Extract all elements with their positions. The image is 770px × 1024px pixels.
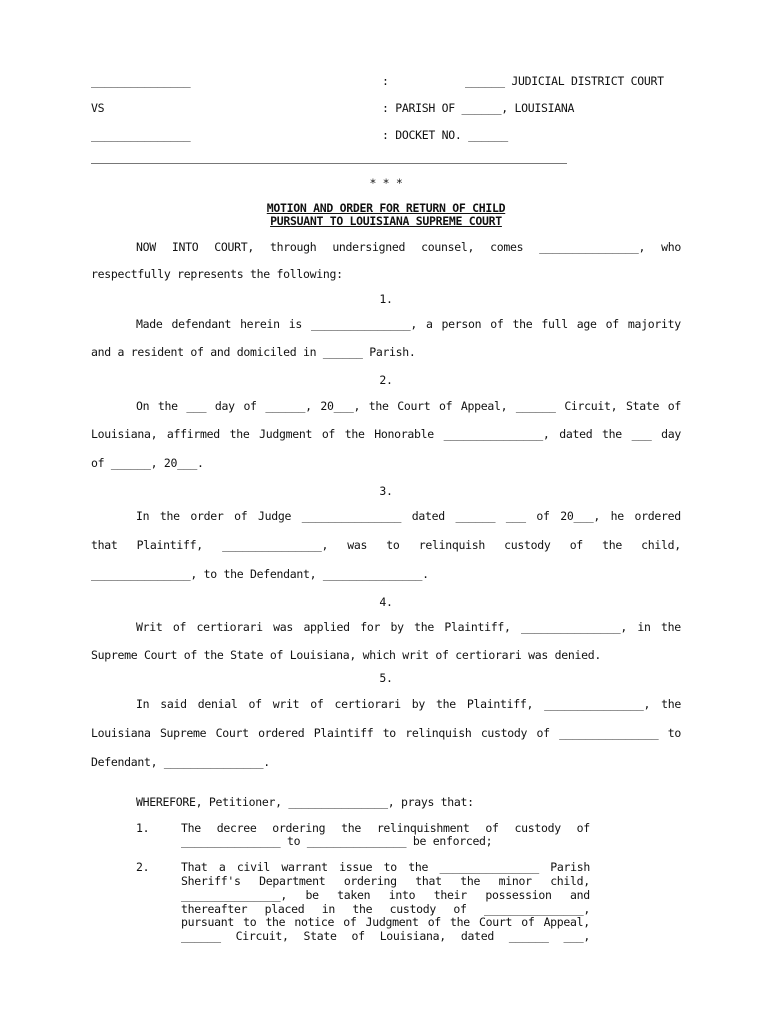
word: Court — [397, 399, 431, 413]
word: Department — [259, 874, 326, 888]
word: the — [341, 821, 361, 835]
word: age — [576, 317, 597, 331]
paragraph-3-line-2 — [91, 538, 681, 552]
word: Court — [215, 726, 249, 740]
paragraph-4-line-2: Supreme Court of the State of Louisiana, which writ of certiorari was denied. — [91, 648, 602, 662]
paragraph-5-line-1 — [136, 697, 681, 711]
caption-stars: * * * — [369, 176, 403, 190]
word: defendant — [171, 317, 232, 331]
word: The — [181, 821, 201, 835]
paragraph-5-line-2 — [91, 726, 681, 740]
paragraph-number-5: 5. — [379, 671, 393, 685]
prayer-2-line-2 — [181, 874, 590, 888]
word: _______________, — [544, 697, 651, 711]
word: Louisiana — [91, 726, 151, 740]
word: order — [190, 509, 224, 523]
word: of — [485, 821, 499, 835]
word: the — [450, 915, 470, 929]
word: by — [411, 697, 425, 711]
word: child, — [641, 538, 681, 552]
word: decree — [216, 821, 257, 835]
prayer-2-line-3 — [181, 888, 590, 902]
word: said — [160, 697, 187, 711]
word: _______________, — [443, 427, 550, 441]
paragraph-number-2: 2. — [379, 373, 393, 387]
word: civil — [236, 860, 270, 874]
word: custody — [514, 821, 561, 835]
word: of — [667, 399, 681, 413]
word: On — [136, 399, 150, 413]
word: the — [368, 399, 389, 413]
word: COURT, — [214, 240, 255, 254]
word: _______________, — [181, 888, 287, 902]
word: the — [352, 902, 373, 916]
word: the — [157, 399, 178, 413]
paragraph-4-line-1 — [136, 620, 681, 634]
caption-parish: : PARISH OF ______, LOUISIANA — [382, 101, 575, 115]
word: relinquish — [405, 726, 472, 740]
word: _______________, — [484, 902, 590, 916]
word: dated — [559, 427, 593, 441]
word: notice — [294, 915, 335, 929]
word: of — [576, 821, 590, 835]
caption-colon: : — [382, 74, 389, 88]
paragraph-3-line-1 — [136, 509, 681, 523]
word: of — [605, 317, 619, 331]
word: of — [490, 317, 504, 331]
caption-party-one: _______________ — [91, 74, 191, 88]
word: of — [248, 697, 262, 711]
prayer-number-2: 2. — [136, 860, 150, 874]
word: to — [667, 726, 681, 740]
word: a — [218, 860, 226, 874]
word: 20___, — [560, 509, 600, 523]
word: Plaintiff — [313, 726, 374, 740]
word: the — [460, 874, 481, 888]
prayer-1-line-2: _______________ to _______________ be enforced; — [181, 834, 493, 848]
word: their — [433, 888, 467, 902]
paragraph-3-line-3: _______________, to the Defendant, _______________. — [91, 567, 429, 581]
word: Plaintiff, — [136, 538, 203, 552]
word: Appeal, — [543, 915, 590, 929]
prayer-2-line-4 — [181, 902, 590, 916]
word: Parish — [550, 860, 590, 874]
word: Circuit, — [564, 399, 618, 413]
word: through — [269, 240, 317, 254]
word: of — [569, 538, 583, 552]
word: he — [610, 509, 624, 523]
word: the — [602, 538, 622, 552]
word: dated — [460, 929, 494, 943]
word: the — [602, 427, 622, 441]
word: child, — [550, 874, 590, 888]
word: of — [439, 399, 453, 413]
caption-docket-number: : DOCKET NO. ______ — [382, 128, 508, 142]
word: _______________ — [439, 860, 539, 874]
caption-party-two: _______________ — [91, 128, 191, 142]
word: relinquishment — [376, 821, 470, 835]
word: and — [570, 888, 590, 902]
word: Louisiana, — [91, 427, 158, 441]
word: Circuit, — [235, 929, 289, 943]
word: Judgment — [259, 427, 313, 441]
word: majority — [627, 317, 681, 331]
word: that — [91, 538, 118, 552]
word: minor — [498, 874, 532, 888]
caption-court-name: ______ JUDICIAL DISTRICT COURT — [465, 74, 664, 88]
word: ______ — [181, 929, 221, 943]
word: of — [234, 509, 248, 523]
prayer-1-line-1 — [181, 821, 590, 835]
word: of — [343, 915, 357, 929]
word: of — [427, 915, 441, 929]
word: is — [288, 317, 303, 331]
word: the — [229, 427, 250, 441]
word: ordering — [272, 821, 326, 835]
word: pursuant — [181, 915, 234, 929]
word: the — [265, 915, 286, 929]
word: ______ — [455, 509, 496, 523]
word: by — [390, 620, 404, 634]
word: of — [321, 427, 336, 441]
word: day — [214, 399, 235, 413]
word: affirmed — [166, 427, 220, 441]
word: _______________ — [301, 509, 402, 523]
paragraph-2-line-1 — [136, 399, 681, 413]
word: Court — [479, 915, 513, 929]
word: Plaintiff, — [444, 620, 511, 634]
word: of — [536, 509, 550, 523]
word: ___ — [505, 509, 526, 523]
word: dated — [411, 509, 445, 523]
word: custody — [504, 538, 551, 552]
intro-line-2: respectfully represents the following: — [91, 267, 343, 281]
word: ordering — [343, 874, 397, 888]
word: Sheriff's — [181, 874, 241, 888]
word: of — [351, 929, 365, 943]
paragraph-1-line-1 — [136, 317, 681, 331]
word: was — [273, 620, 294, 634]
word: in — [321, 902, 335, 916]
word: ___ — [631, 427, 652, 441]
word: that — [415, 874, 442, 888]
word: of — [521, 915, 535, 929]
caption-divider — [91, 163, 567, 164]
word: person — [441, 317, 482, 331]
word: taken — [337, 888, 371, 902]
prayer-2-line-6 — [181, 929, 590, 943]
prayer-2-line-1 — [181, 860, 590, 874]
word: who — [661, 240, 681, 254]
prayer-number-1: 1. — [136, 821, 150, 835]
word: issue — [339, 860, 373, 874]
word: into — [388, 888, 416, 902]
word: herein — [240, 317, 280, 331]
word: day — [661, 427, 681, 441]
document-title-line-1: MOTION AND ORDER FOR RETURN OF CHILD — [266, 201, 506, 215]
document-title-line-2: PURSUANT TO LOUISIANA SUPREME COURT — [270, 214, 502, 228]
paragraph-number-1: 1. — [379, 292, 393, 306]
word: ___ — [186, 399, 207, 413]
word: custody — [480, 726, 528, 740]
paragraph-5-line-3: Defendant, _______________. — [91, 755, 270, 769]
word: in — [637, 620, 651, 634]
word: In — [136, 697, 150, 711]
word: to — [243, 915, 257, 929]
word: the — [408, 860, 429, 874]
paragraph-2-line-3: of ______, 20___. — [91, 456, 204, 470]
word: to — [386, 538, 400, 552]
word: the — [661, 620, 681, 634]
wherefore-clause: WHEREFORE, Petitioner, _______________, prays that: — [136, 795, 474, 809]
word: Honorable — [374, 427, 434, 441]
word: certiorari — [334, 697, 401, 711]
prayer-2-line-5 — [181, 915, 590, 929]
word: Made — [136, 317, 163, 331]
word: ______, — [265, 399, 312, 413]
word: thereafter — [181, 902, 248, 916]
word: placed — [264, 902, 305, 916]
word: counsel, — [421, 240, 475, 254]
word: _______________, — [539, 240, 646, 254]
word: NOW — [136, 240, 156, 254]
word: certiorari — [196, 620, 263, 634]
word: of — [310, 697, 324, 711]
word: Judgment — [365, 915, 419, 929]
word: _______________, — [311, 317, 417, 331]
word: of — [172, 620, 187, 634]
word: ___, — [563, 929, 590, 943]
word: denial — [197, 697, 238, 711]
word: the — [159, 509, 180, 523]
word: undersigned — [332, 240, 406, 254]
word: writ — [272, 697, 300, 711]
word: Judge — [258, 509, 292, 523]
word: for — [360, 620, 381, 634]
word: to — [382, 726, 396, 740]
word: INTO — [171, 240, 199, 254]
word: of — [536, 726, 550, 740]
word: Plaintiff, — [466, 697, 534, 711]
word: Louisiana, — [379, 929, 446, 943]
paragraph-2-line-2 — [91, 427, 681, 441]
word: to — [383, 860, 397, 874]
word: of — [453, 902, 467, 916]
word: custody — [389, 902, 436, 916]
word: of — [243, 399, 257, 413]
word: State — [303, 929, 337, 943]
word: _______________ — [559, 726, 659, 740]
word: the — [344, 427, 365, 441]
word: ordered — [258, 726, 305, 740]
word: Supreme — [159, 726, 207, 740]
word: Writ — [136, 620, 163, 634]
word: comes — [490, 240, 524, 254]
word: the — [512, 317, 533, 331]
word: full — [541, 317, 568, 331]
word: State — [625, 399, 660, 413]
paragraph-1-line-2: and a resident of and domiciled in ______ Parish. — [91, 345, 416, 359]
word: In — [136, 509, 150, 523]
paragraph-number-3: 3. — [379, 484, 393, 498]
word: warrant — [281, 860, 328, 874]
paragraph-number-4: 4. — [379, 595, 393, 609]
word: relinquish — [418, 538, 485, 552]
word: the — [414, 620, 434, 634]
word: the — [661, 697, 681, 711]
word: Appeal, — [460, 399, 508, 413]
word: That — [181, 860, 208, 874]
word: applied — [303, 620, 350, 634]
intro-line-1 — [136, 240, 681, 254]
word: ______ — [515, 399, 556, 413]
word: _______________, — [521, 620, 627, 634]
word: be — [305, 888, 319, 902]
word: was — [347, 538, 368, 552]
word: ______ — [508, 929, 549, 943]
word: _______________, — [222, 538, 329, 552]
word: a — [425, 317, 433, 331]
word: the — [436, 697, 456, 711]
caption-versus: VS — [91, 101, 105, 115]
word: possession — [485, 888, 552, 902]
word: 20___, — [320, 399, 361, 413]
word: ordered — [634, 509, 681, 523]
